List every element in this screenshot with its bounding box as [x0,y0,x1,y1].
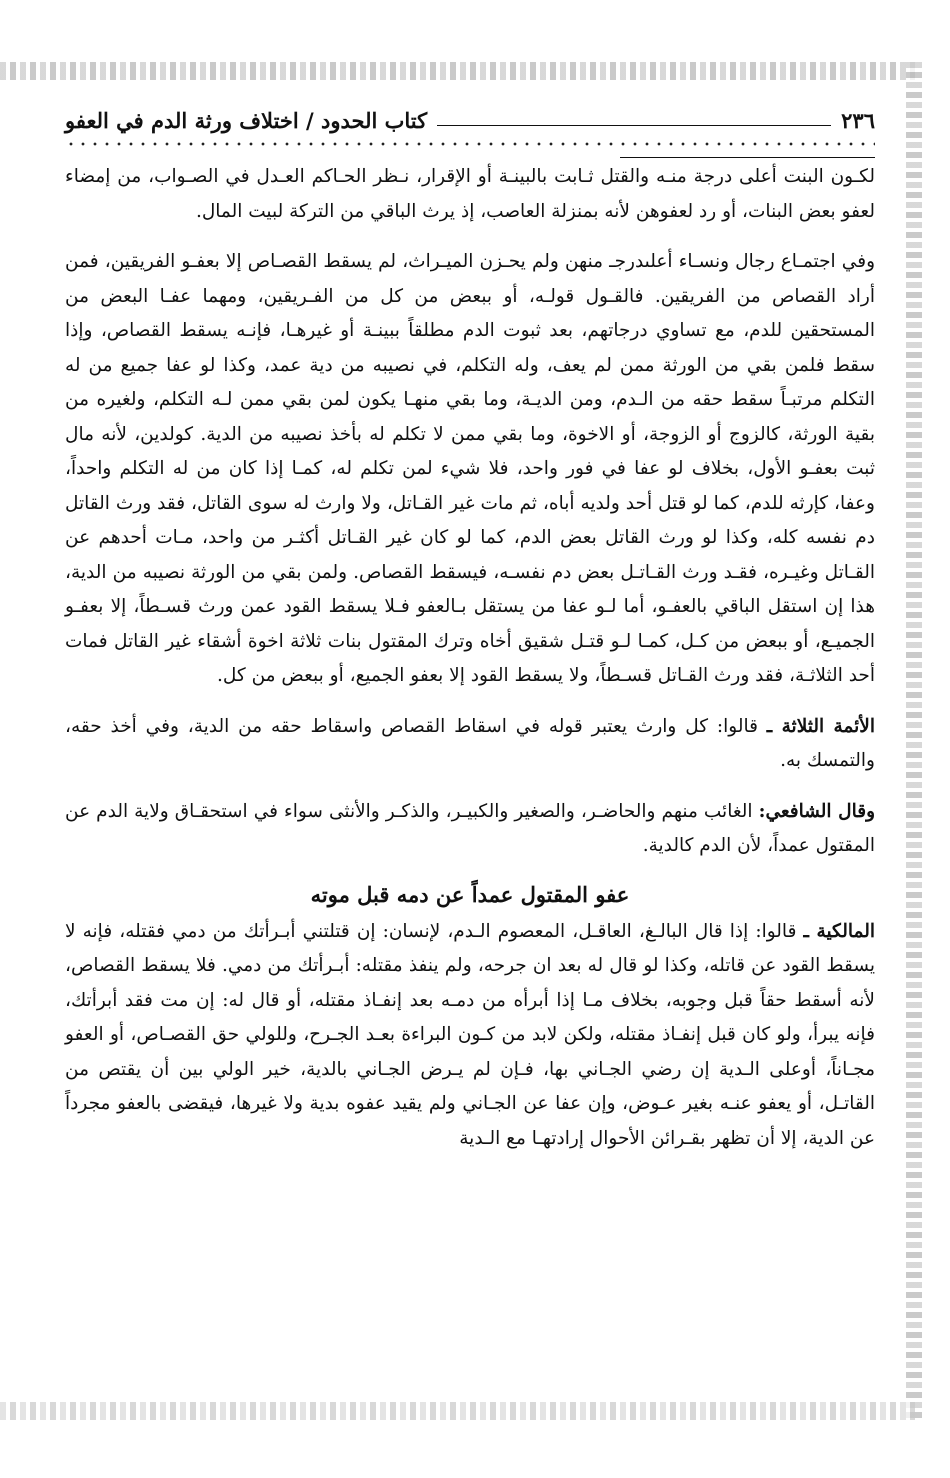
paragraph-2 [65,245,875,694]
section-heading: عفو المقتول عمداً عن دمه قبل موته [310,881,630,907]
paragraph-text: قالوا: كل وارث يعتبر قوله في اسقاط القصاص واسقاط حقه من الدية، وفي أخذ حقه، والتمسك به. [65,715,875,771]
paragraph-1 [65,160,875,229]
chapter-title: كتاب الحدود / اختلاف ورثة الدم في العفو [65,108,428,133]
book-page [65,108,875,1156]
paragraph-lead: الأئمة الثلاثة ـ [766,715,875,737]
paragraph-text: الغائب منهم والحاضـر، والصغير والكبيـر، والذكـر والأنثى سواء في استحقـاق ولاية الدم عن المقتول عمداً، لأن الدم كالدية. [65,800,875,856]
paragraph-4 [65,795,875,864]
paragraph-text: قالوا: إذا قال البالـغ، العاقـل، المعصوم الـدم، لإنسان: إن قتلتني أبـرأتك من دمي فقتله، فإنه لا يسقط القود عن قاتله، وكذا لو قال له بعد ان جرحه، ولم ينفذ مقتله: أبـرأتك من دمي. فلا يسقط القصاص، لأنه أسقط حقاً قبل وجوبه، بخلاف مـا إذا أبرأه من دمـه بعد إنفـاذ مقتله، أو قال له: إن مت فقد أبرأتك، فإنه يبرأ، ولو كان قبل إنفـاذ مقتله، ولكن لابد من كـون البراءة بعـد الجـرح، وللولي حق القصـاص، أو العفو مجـاناً، أوعلى الـدية إن رضي الجـاني بها، فـإن لم يـرض الجـاني بالدية، خير الولي بين أن يقتص من القاتـل، أو يعفو عنـه بغير عـوض، وإن عفا عن الجـاني ولم يقيد عفوه بدية ولا غيرها، فيقضى بالعفو مجرداً عن الدية، إلا أن تظهر بقـرائن الأحوال إرادتهـا مع الـدية [65,920,875,1149]
paragraph-text: وفي اجتمـاع رجال ونسـاء أعلىدرجـ منهن ولم يحـزن الميـراث، لم يسقط القصـاص إلا بعفـو الفريقين، فمن أراد القصاص من الفريقين. فالقـول قولـه، أو ببعض من كل من الفـريقين، ومهما عفـا البعض من المستحقين للدم، مع تساوي درجاتهم، بعد ثبوت الدم مطلقاً ببينـة أو غيرهـا، فإنـه يسقط القصاص، وإذا سقط فلمن بقي من الورثة ممن لم يعف، وله التكلم، في نصيبه من دية عمد، وكذا لو عفا جميع من له التكلم مرتبـاً سقط حقه من الـدم، ومن الديـة، وما بقي منهـا يكون لمن بقي ممن لـه التكلم، ولغيره من بقية الورثة، كالزوج أو الزوجة، أو الاخوة، وما بقي ممن لا تكلم له بأخذ نصيبه من الدية. كولدين، لأنه مال ثبت بعفـو الأول، بخلاف لو عفا في فور واحد، فلا شيء لمن تكلم له، كمـا إذا كان من له التكلم واحداً، وعفا، كإرثه للدم، كما لو قتل أحد ولديه أباه، ثم مات غير القـاتل، ولا وارث له سوى القاتل، فقد ورث القاتل دم نفسه كله، وكذا لو ورث القاتل بعض الدم، كما لو كان غير القـاتل أكثـر من واحد، مـات أحدهم عن القـاتل وغيـره، فقـد ورث القـاتـل بعض دم نفسـه، فيسقط القصاص. ولمن بقي من الورثة نصيبه من الدية، هذا إن استقل الباقي بالعفـو، أما لـو عفا من يستقل بـالعفو فـلا يسقط القود عمن ورث قسـطاً، إلا بعفـو الجميـع، أو ببعض من كـل، كمـا لـو قتـل شقيق أخاه وترك المقتول بنات ثلاثة اخوة أشقاء غير القاتل فمات أحد الثلاثـة، فقد ورث القـاتل قسـطاً، ولا يسقط القود إلا بعفو الجميع، أو ببعض من كل. [65,251,876,686]
decorative-border-top [0,62,915,80]
footnote-continuation-rule [620,157,875,158]
page-number: ٢٣٦ [841,108,875,133]
paragraph-lead: وقال الشافعي: [758,800,875,822]
decorative-border-bottom [0,1402,915,1420]
paragraph-3 [65,710,875,779]
paragraph-lead: المالكية ـ [803,920,875,942]
running-header [65,108,875,133]
header-rule [437,125,831,126]
dotted-separator [65,139,875,149]
paragraph-text: لكـون البنت أعلى درجة منـه والقتل ثـابت بالبينـة أو الإقرار، نـظر الحـاكم العـدل في الصـواب، من إمضاء لعفو بعض البنات، أو رد لعفوهن لأنه بمنزلة العاصب، إذ يرث الباقي من التركة لبيت المال. [65,166,875,222]
decorative-border-right [906,62,922,1422]
paragraph-5 [65,915,875,1157]
